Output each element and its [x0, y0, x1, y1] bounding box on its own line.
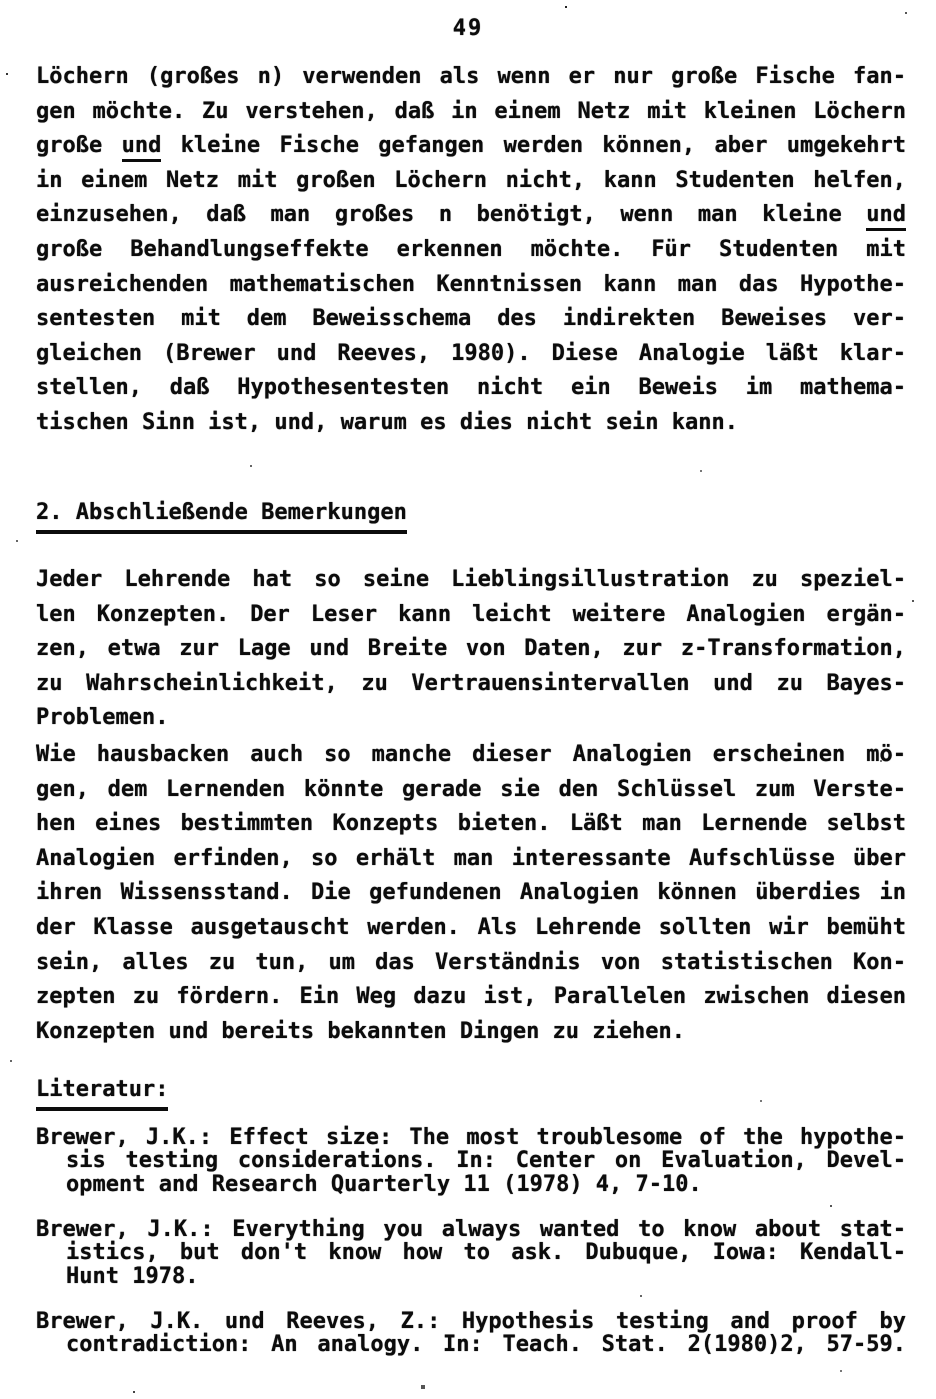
text-line: Wie hausbacken auch so manche dieser Analogien erscheinen mö-: [36, 742, 906, 767]
text-line: ihren Wissensstand. Die gefundenen Analogien können überdies in: [36, 880, 906, 906]
text-line: zu Wahrscheinlichkeit, zu Vertrauensintervallen und zu Bayes-: [36, 670, 906, 696]
text-line: tischen Sinn ist, und, warum es dies nicht sein kann.: [36, 409, 738, 435]
reference-line: contradiction: An analogy. In: Teach. Stat. 2(1980)2, 57-59.: [66, 1332, 906, 1358]
section-heading: [36, 499, 906, 534]
text-line: Problemen.: [36, 705, 169, 731]
literature-heading: [36, 1076, 906, 1111]
text-line: Jeder Lehrende hat so seine Lieblingsillustration zu speziel-: [36, 567, 906, 592]
text-line: Analogien erfinden, so erhält man interessante Aufschlüsse über: [36, 845, 906, 871]
text-line: große Behandlungseffekte erkennen möchte. Für Studenten mit: [36, 236, 906, 262]
reference-entry: [36, 1126, 906, 1196]
text-line: der Klasse ausgetauscht werden. Als Lehrende sollten wir bemüht: [36, 914, 906, 940]
text-line: [36, 198, 906, 233]
reference-line: sis testing considerations. In: Center on Evaluation, Devel-: [66, 1148, 906, 1174]
text-line: gen möchte. Zu verstehen, daß in einem Netz mit kleinen Löchern: [36, 98, 906, 124]
text-segment: einzusehen, daß man großes n benötigt, wenn man kleine: [36, 202, 867, 228]
reference-line: Brewer, J.K.: Effect size: The most troublesome of the hypothe-: [36, 1125, 906, 1150]
paragraph-hypothesis-testing: [36, 60, 906, 441]
text-line: stellen, daß Hypothesentesten nicht ein Beweis im mathema-: [36, 375, 906, 401]
reference-line: opment and Research Quarterly 11 (1978) 4, 7-10.: [66, 1171, 702, 1197]
underlined-word-und: und: [866, 202, 906, 231]
underlined-word-und: und: [122, 133, 162, 162]
text-segment: kleine Fische gefangen werden können, aber umgekehrt: [161, 133, 906, 159]
text-line: [36, 129, 906, 164]
text-line: Konzepten und bereits bekannten Dingen zu ziehen.: [36, 1018, 686, 1044]
reference-line: Hunt 1978.: [66, 1263, 199, 1289]
paragraph-favorite-illustrations: [36, 563, 906, 736]
reference-entry: [36, 1218, 906, 1288]
reference-line: Brewer, J.K.: Everything you always wanted to know about stat-: [36, 1217, 906, 1242]
text-line: gen, dem Lernenden könnte gerade sie den Schlüssel zum Verste-: [36, 776, 906, 802]
scan-noise-dots: [0, 0, 2, 2]
text-line: ausreichenden mathematischen Kenntnissen kann man das Hypothe-: [36, 271, 906, 297]
literature-heading-text: Literatur:: [36, 1076, 168, 1111]
text-line: zen, etwa zur Lage und Breite von Daten, zur z-Transformation,: [36, 636, 906, 662]
reference-line: istics, but don't know how to ask. Dubuque, Iowa: Kendall-: [66, 1240, 906, 1266]
reference-line: Brewer, J.K. und Reeves, Z.: Hypothesis testing and proof by: [36, 1309, 906, 1334]
section-heading-text: 2. Abschließende Bemerkungen: [36, 499, 407, 534]
text-line: in einem Netz mit großen Löchern nicht, kann Studenten helfen,: [36, 167, 906, 193]
text-line: zepten zu fördern. Ein Weg dazu ist, Parallelen zwischen diesen: [36, 984, 906, 1010]
paragraph-analogies-value: [36, 738, 906, 1049]
text-line: gleichen (Brewer und Reeves, 1980). Diese Analogie läßt klar-: [36, 340, 906, 366]
page-number: 49: [452, 16, 484, 41]
text-line: sentesten mit dem Beweisschema des indirekten Beweises ver-: [36, 306, 906, 332]
text-line: sein, alles zu tun, um das Verständnis von statistischen Kon-: [36, 949, 906, 975]
reference-entry: [36, 1310, 906, 1357]
text-line: Löchern (großes n) verwenden als wenn er nur große Fische fan-: [36, 64, 906, 89]
text-segment: große: [36, 133, 122, 159]
text-line: hen eines bestimmten Konzepts bieten. Läßt man Lernende selbst: [36, 811, 906, 837]
text-line: len Konzepten. Der Leser kann leicht weitere Analogien ergän-: [36, 601, 906, 627]
